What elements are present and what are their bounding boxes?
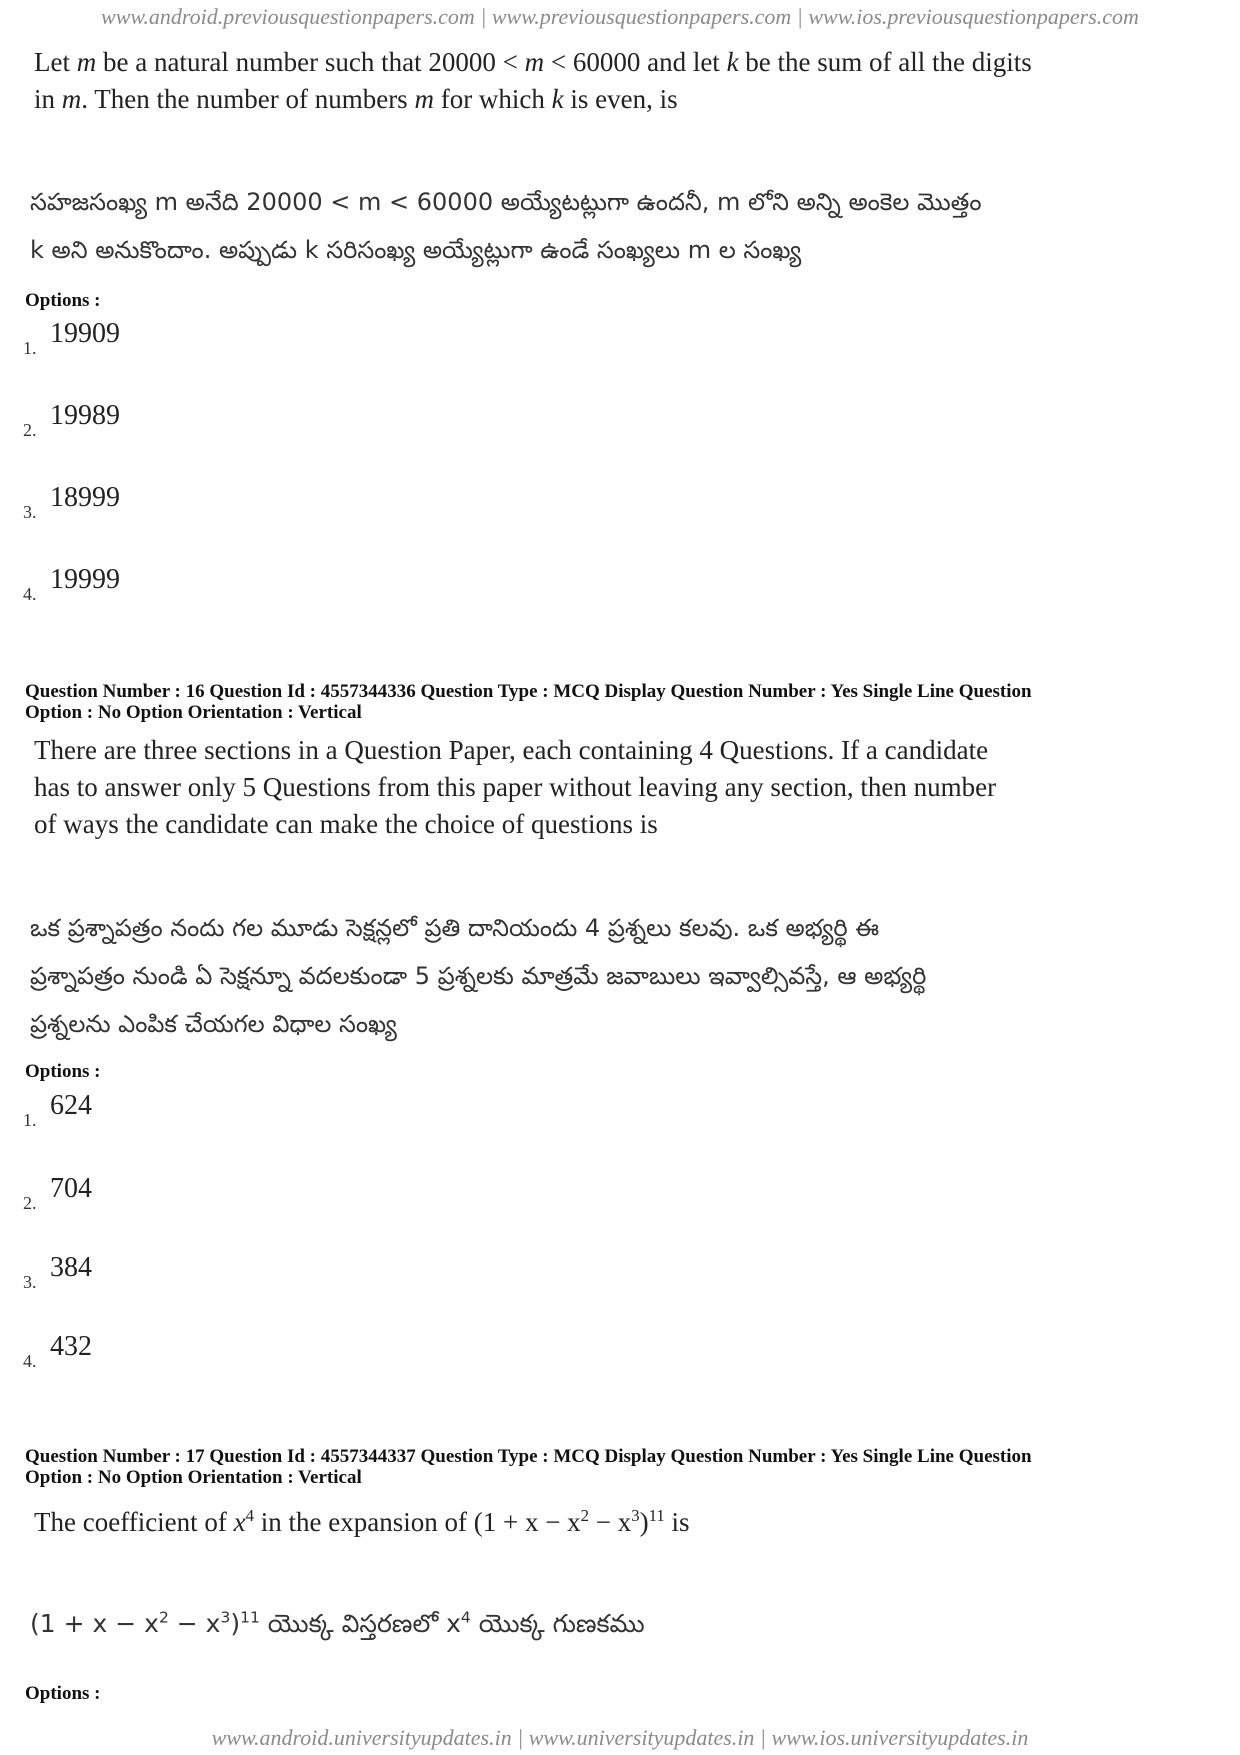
option-value: 704: [50, 1173, 92, 1204]
question-16-english-line-2: has to answer only 5 Questions from this paper without leaving any section, then number: [34, 772, 997, 802]
option-value: 19989: [50, 400, 120, 431]
question-16-meta-line-1: Question Number : 16 Question Id : 4557344336 Question Type : MCQ Display Question Number : Yes Single Line Question: [25, 681, 1032, 702]
watermark-top: www.android.previousquestionpapers.com | www.previousquestionpapers.com | www.ios.previousquestionpapers.com: [101, 4, 1139, 29]
watermark-bottom: www.android.universityupdates.in | www.universityupdates.in | www.ios.universityupdates.in: [211, 1725, 1029, 1750]
question-16-meta: [25, 681, 1205, 723]
question-16-telugu-line-1: ఒక ప్రశ్నాపత్రం నందు గల మూడు సెక్షన్లలో ప్రతి దానియందు 4 ప్రశ్నలు కలవు. ఒక అభ్యర్థి ఈ: [30, 914, 880, 942]
question-17-english: The coefficient of $x^4$ in the expansion of $(1 + x - x^2 - x^3)^{11}$ is: [34, 1505, 690, 1537]
question-17-meta-line-1: Question Number : 17 Question Id : 4557344337 Question Type : MCQ Display Question Number : Yes Single Line Question: [25, 1446, 1032, 1467]
option-value: 384: [50, 1252, 92, 1283]
option-value: 19999: [50, 564, 120, 595]
option-number: 2.: [23, 420, 37, 440]
option-value: 18999: [50, 482, 120, 513]
option-number: 1.: [23, 1110, 37, 1130]
question-16-telugu-line-2: ప్రశ్నాపత్రం నుండి ఏ సెక్షన్నూ వదలకుండా 5 ప్రశ్నలకు మాత్రమే జవాబులు ఇవ్వాల్సివస్తే, ఆ అభ్యర్థి: [30, 962, 927, 990]
question-15-english-line-2: in m. Then the number of numbers m for which k is even, is: [34, 84, 678, 114]
question-16-options-label: Options :: [25, 1061, 101, 1082]
question-15-options-label: Options :: [25, 290, 101, 311]
question-15-english-line-1: Let m be a natural number such that 20000 < m < 60000 and let k be the sum of all the digits: [34, 47, 1032, 77]
option-value: 624: [50, 1090, 92, 1121]
question-17-meta-line-2: Option : No Option Orientation : Vertical: [25, 1467, 362, 1488]
option-number: 3.: [23, 1272, 37, 1292]
option-number: 1.: [23, 338, 37, 358]
option-number: 2.: [23, 1193, 37, 1213]
question-16-english-line-3: of ways the candidate can make the choice of questions is: [34, 809, 658, 839]
option-number: 4.: [23, 1351, 37, 1371]
option-value: 19909: [50, 318, 120, 349]
option-number: 3.: [23, 502, 37, 522]
question-16-telugu-line-3: ప్రశ్నలను ఎంపిక చేయగల విధాల సంఖ్య: [30, 1010, 397, 1038]
question-16-telugu: [30, 904, 1160, 1048]
option-number: 4.: [23, 584, 37, 604]
question-15-english: [34, 44, 1154, 118]
option-value: 432: [50, 1331, 92, 1362]
question-16-english-line-1: There are three sections in a Question Paper, each containing 4 Questions. If a candidate: [34, 735, 989, 765]
question-17-meta: [25, 1446, 1205, 1488]
question-15-telugu: [30, 178, 1160, 274]
question-16-meta-line-2: Option : No Option Orientation : Vertical: [25, 702, 362, 723]
question-15-telugu-line-2: k అని అనుకొందాం. అప్పుడు k సరిసంఖ్య అయ్యేట్లుగా ఉండే సంఖ్యలు m ల సంఖ్య: [30, 236, 802, 264]
question-17-options-label: Options :: [25, 1683, 101, 1704]
question-17-telugu: $(1 + x - x^2 - x^3)^{11}$ యొక్క విస్తరణలో $x^4$ యొక్క గుణకము: [30, 1608, 645, 1638]
question-15-telugu-line-1: సహజసంఖ్య m అనేది 20000 < m < 60000 అయ్యేటట్లుగా ఉందనీ, m లోని అన్ని అంకెల మొత్తం: [30, 188, 982, 216]
question-16-english: [34, 732, 1154, 843]
